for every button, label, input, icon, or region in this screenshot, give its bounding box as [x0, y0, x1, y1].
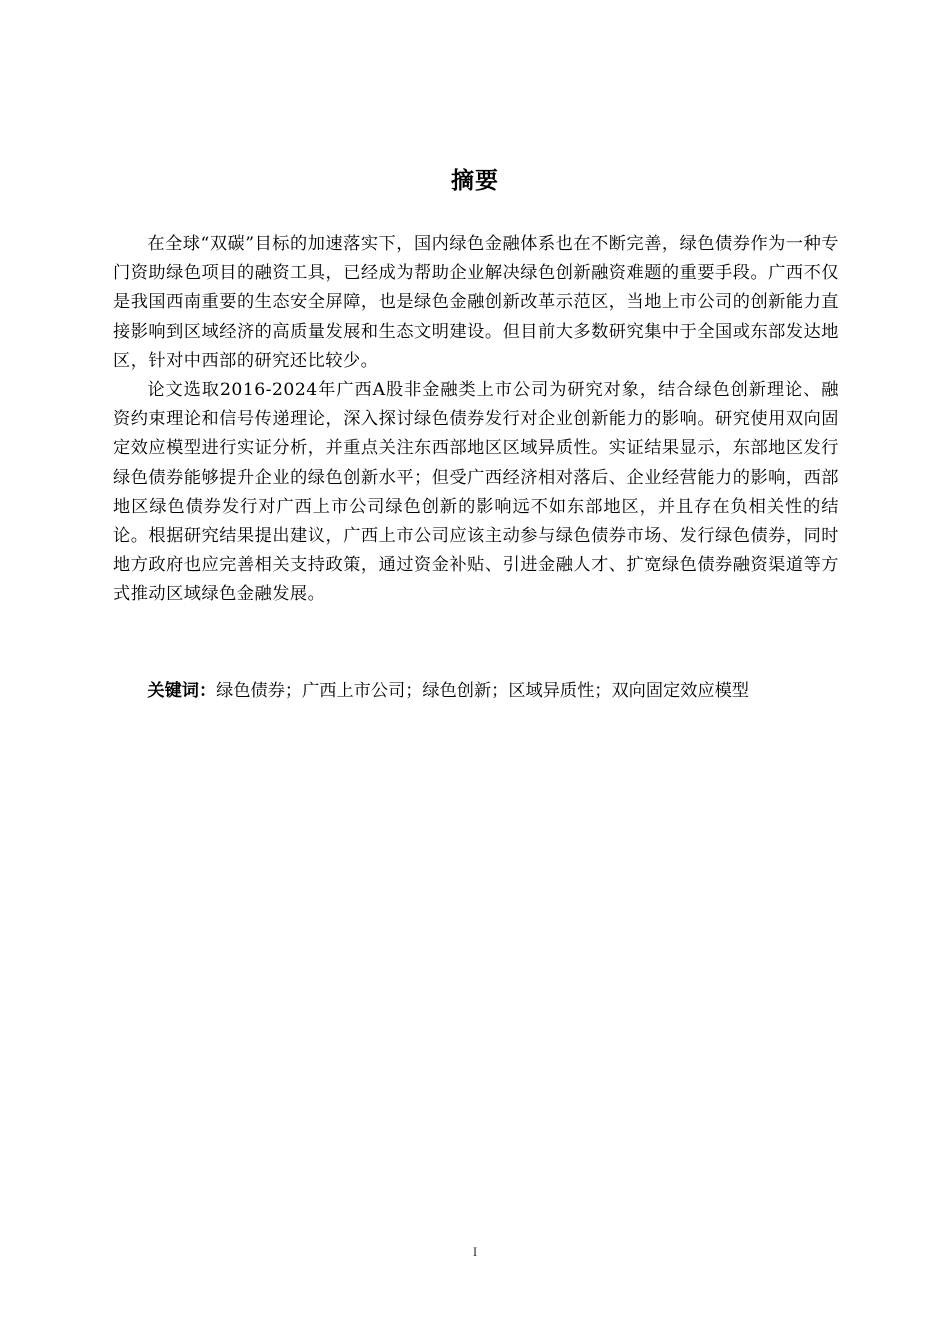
keywords-line — [113, 677, 839, 706]
abstract-paragraph-1: 在全球“双碳”目标的加速落实下，国内绿色金融体系也在不断完善，绿色债券作为一种专门资助绿色项目的融资工具，已经成为帮助企业解决绿色创新融资难题的重要手段。广西不仅是我国西南重要的生态安全屏障，也是绿色金融创新改革示范区，当地上市公司的创新能力直接影响到区域经济的高质量发展和生态文明建设。但目前大多数研究集中于全国或东部发达地区，针对中西部的研究还比较少。 — [113, 234, 839, 371]
abstract-paragraph-2: 论文选取2016-2024年广西A股非金融类上市公司为研究对象，结合绿色创新理论、融资约束理论和信号传递理论，深入探讨绿色债券发行对企业创新能力的影响。研究使用双向固定效应模型进行实证分析，并重点关注东西部地区区域异质性。实证结果显示，东部地区发行绿色债券能够提升企业的绿色创新水平；但受广西经济相对落后、企业经营能力的影响，西部地区绿色债券发行对广西上市公司绿色创新的影响远不如东部地区，并且存在负相关性的结论。根据研究结果提出建议，广西上市公司应该主动参与绿色债券市场、发行绿色债券，同时地方政府也应完善相关支持政策，通过资金补贴、引进金融人才、扩宽绿色债券融资渠道等方式推动区域绿色金融发展。 — [113, 380, 839, 605]
keywords-label: 关键词： — [147, 681, 217, 701]
abstract-title: 摘要 — [451, 168, 499, 194]
keywords-list: 绿色债券；广西上市公司；绿色创新；区域异质性；双向固定效应模型 — [216, 681, 749, 701]
abstract-body — [113, 230, 839, 610]
page-number: I — [472, 1244, 478, 1259]
